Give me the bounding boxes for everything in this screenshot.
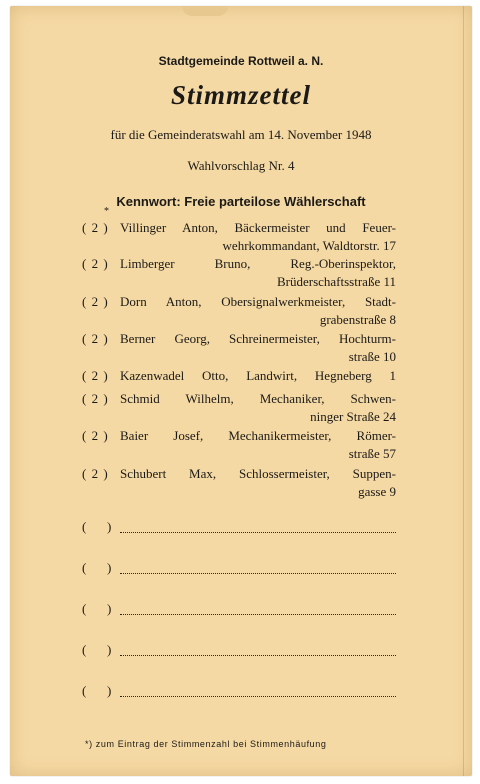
candidate-name-line: Baier Josef, Mechanikermeister, Römer- bbox=[120, 428, 396, 443]
candidate-address-line: grabenstraße 8 bbox=[319, 312, 396, 327]
vote-count: ( 2 ) bbox=[82, 256, 109, 271]
open-paren: ( bbox=[82, 601, 87, 616]
close-paren: ) bbox=[107, 560, 112, 575]
close-paren: ) bbox=[107, 519, 112, 534]
open-paren: ( bbox=[82, 560, 87, 575]
candidate-address-line: wehrkommandant, Waldtorstr. 17 bbox=[222, 238, 396, 253]
candidate-address-line: straße 10 bbox=[348, 349, 396, 364]
candidate-row bbox=[10, 427, 472, 463]
keyword-line: Kennwort: Freie parteilose Wählerschaft bbox=[116, 194, 366, 209]
candidate-row bbox=[10, 219, 472, 255]
candidate-address-line: straße 57 bbox=[348, 446, 396, 461]
ballot-title: Stimmzettel bbox=[170, 80, 311, 110]
vote-count: ( 2 ) bbox=[82, 368, 109, 383]
open-paren: ( bbox=[82, 519, 87, 534]
footnote: *) zum Eintrag der Stimmenzahl bei Stimmenhäufung bbox=[85, 739, 327, 749]
blank-vote-row[interactable] bbox=[10, 683, 472, 703]
candidate-address-line: ninger Straße 24 bbox=[310, 409, 396, 424]
write-in-line[interactable] bbox=[120, 573, 396, 574]
vote-count: ( 2 ) bbox=[82, 331, 109, 346]
open-paren: ( bbox=[82, 642, 87, 657]
candidate-row bbox=[10, 465, 472, 501]
vote-count: ( 2 ) bbox=[82, 391, 109, 406]
blank-vote-row[interactable] bbox=[10, 519, 472, 539]
candidate-name-line: Schmid Wilhelm, Mechaniker, Schwen- bbox=[120, 391, 396, 406]
blank-vote-row[interactable] bbox=[10, 642, 472, 662]
ballot-paper bbox=[10, 6, 472, 776]
candidate-row bbox=[10, 390, 472, 426]
close-paren: ) bbox=[107, 642, 112, 657]
vote-count: ( 2 ) bbox=[82, 428, 109, 443]
blank-vote-row[interactable] bbox=[10, 560, 472, 580]
open-paren: ( bbox=[82, 683, 87, 698]
vote-count: ( 2 ) bbox=[82, 466, 109, 481]
election-subtitle: für die Gemeinderatswahl am 14. November 1948 bbox=[110, 127, 372, 142]
candidate-row bbox=[10, 255, 472, 291]
vote-count: ( 2 ) bbox=[82, 220, 109, 235]
close-paren: ) bbox=[107, 601, 112, 616]
blank-vote-row[interactable] bbox=[10, 601, 472, 621]
candidate-name-line: Limberger Bruno, Reg.-Oberinspektor, bbox=[120, 256, 396, 271]
candidate-row bbox=[10, 293, 472, 329]
candidate-name-line: Berner Georg, Schreinermeister, Hochturm- bbox=[120, 331, 396, 346]
candidate-address-line: Brüderschaftsstraße 11 bbox=[276, 274, 396, 289]
candidate-name-line: Villinger Anton, Bäckermeister und Feuer- bbox=[120, 220, 396, 235]
municipality-heading: Stadtgemeinde Rottweil a. N. bbox=[158, 54, 324, 68]
write-in-line[interactable] bbox=[120, 532, 396, 533]
write-in-line[interactable] bbox=[120, 614, 396, 615]
candidate-name-line: Dorn Anton, Obersignalwerkmeister, Stadt- bbox=[120, 294, 396, 309]
candidate-name-line: Schubert Max, Schlossermeister, Suppen- bbox=[120, 466, 396, 481]
proposal-number: Wahlvorschlag Nr. 4 bbox=[187, 158, 295, 173]
write-in-line[interactable] bbox=[120, 655, 396, 656]
paper-notch bbox=[182, 6, 228, 16]
vote-count: ( 2 ) bbox=[82, 294, 109, 309]
asterisk-mark: * bbox=[104, 206, 109, 217]
candidate-row bbox=[10, 330, 472, 366]
write-in-line[interactable] bbox=[120, 696, 396, 697]
candidate-address-line: gasse 9 bbox=[358, 484, 396, 499]
candidate-name-line: Kazenwadel Otto, Landwirt, Hegneberg 1 bbox=[120, 368, 396, 383]
close-paren: ) bbox=[107, 683, 112, 698]
